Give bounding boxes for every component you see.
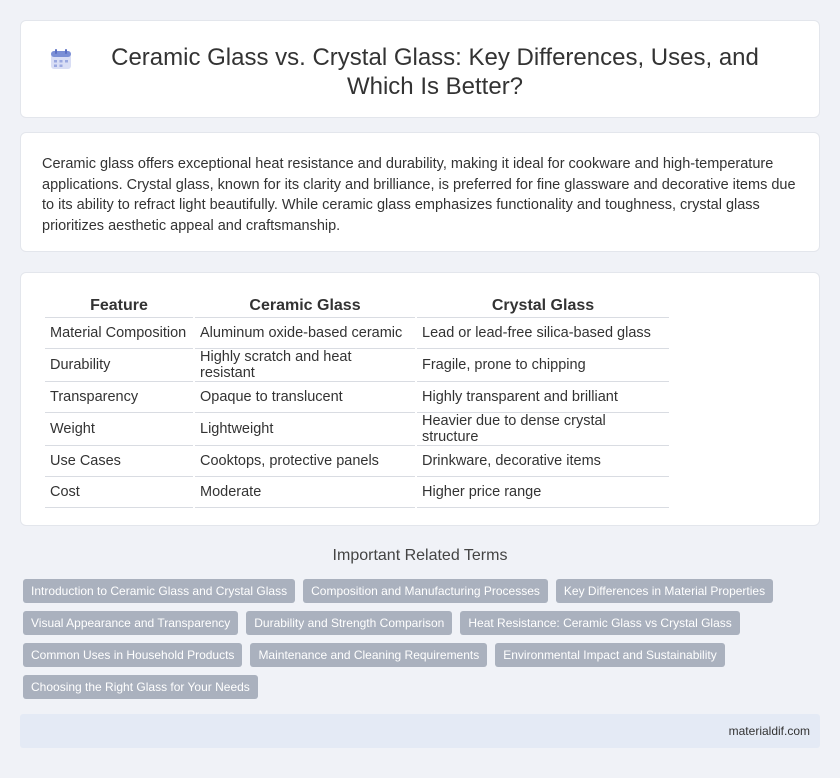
table-cell: Heavier due to dense crystal structure [417,413,669,446]
column-header-crystal-glass: Crystal Glass [417,293,669,318]
table-header-row [45,293,669,318]
comparison-table [43,293,671,508]
related-term-tag[interactable]: Key Differences in Material Properties [556,579,773,603]
table-row [45,349,669,382]
related-term-tag[interactable]: Environmental Impact and Sustainability [495,643,724,667]
table-cell: Highly transparent and brilliant [417,382,669,413]
column-header-feature: Feature [45,293,193,318]
table-cell: Durability [45,349,193,382]
table-cell: Material Composition [45,318,193,349]
table-cell: Drinkware, decorative items [417,446,669,477]
table-cell: Higher price range [417,477,669,508]
tag-row [23,611,823,635]
table-cell: Moderate [195,477,415,508]
related-terms-list [23,579,823,707]
table-cell: Weight [45,413,193,446]
footer-bar [20,714,820,748]
table-cell: Highly scratch and heat resistant [195,349,415,382]
table-cell: Cooktops, protective panels [195,446,415,477]
table-cell: Lead or lead-free silica-based glass [417,318,669,349]
tag-row [23,643,823,667]
intro-paragraph: Ceramic glass offers exceptional heat resistance and durability, making it ideal for cookware and high-temperature applications. Crystal glass, known for its clarity and brilliance, is preferred for fine glassware and decorative items due to its ability to refract light beautifully. While ceramic glass emphasizes functionality and toughness, crystal glass prioritizes aesthetic appeal and craftsmanship. [42,156,796,234]
related-term-tag[interactable]: Composition and Manufacturing Processes [303,579,548,603]
table-cell: Fragile, prone to chipping [417,349,669,382]
related-term-tag[interactable]: Introduction to Ceramic Glass and Crystal Glass [23,579,295,603]
page-title: Ceramic Glass vs. Crystal Glass: Key Differences, Uses, and Which Is Better? [111,44,759,100]
footer-domain-link[interactable]: materialdif.com [728,724,810,738]
related-term-tag[interactable]: Visual Appearance and Transparency [23,611,238,635]
intro-card [20,132,820,252]
related-terms-heading: Important Related Terms [332,547,508,564]
related-term-tag[interactable]: Choosing the Right Glass for Your Needs [23,675,258,699]
table-cell: Transparency [45,382,193,413]
table-cell: Opaque to translucent [195,382,415,413]
table-cell: Cost [45,477,193,508]
table-cell: Aluminum oxide-based ceramic [195,318,415,349]
related-term-tag[interactable]: Common Uses in Household Products [23,643,242,667]
column-header-ceramic-glass: Ceramic Glass [195,293,415,318]
tag-row [23,579,823,603]
table-row [45,477,669,508]
tag-row [23,675,823,699]
table-cell: Use Cases [45,446,193,477]
comparison-table-card [20,272,820,526]
table-row [45,446,669,477]
table-row [45,318,669,349]
table-row [45,382,669,413]
table-cell: Lightweight [195,413,415,446]
related-term-tag[interactable]: Durability and Strength Comparison [246,611,452,635]
related-term-tag[interactable]: Maintenance and Cleaning Requirements [250,643,487,667]
related-term-tag[interactable]: Heat Resistance: Ceramic Glass vs Crystal Glass [460,611,739,635]
header-card [20,20,820,118]
table-row [45,413,669,446]
